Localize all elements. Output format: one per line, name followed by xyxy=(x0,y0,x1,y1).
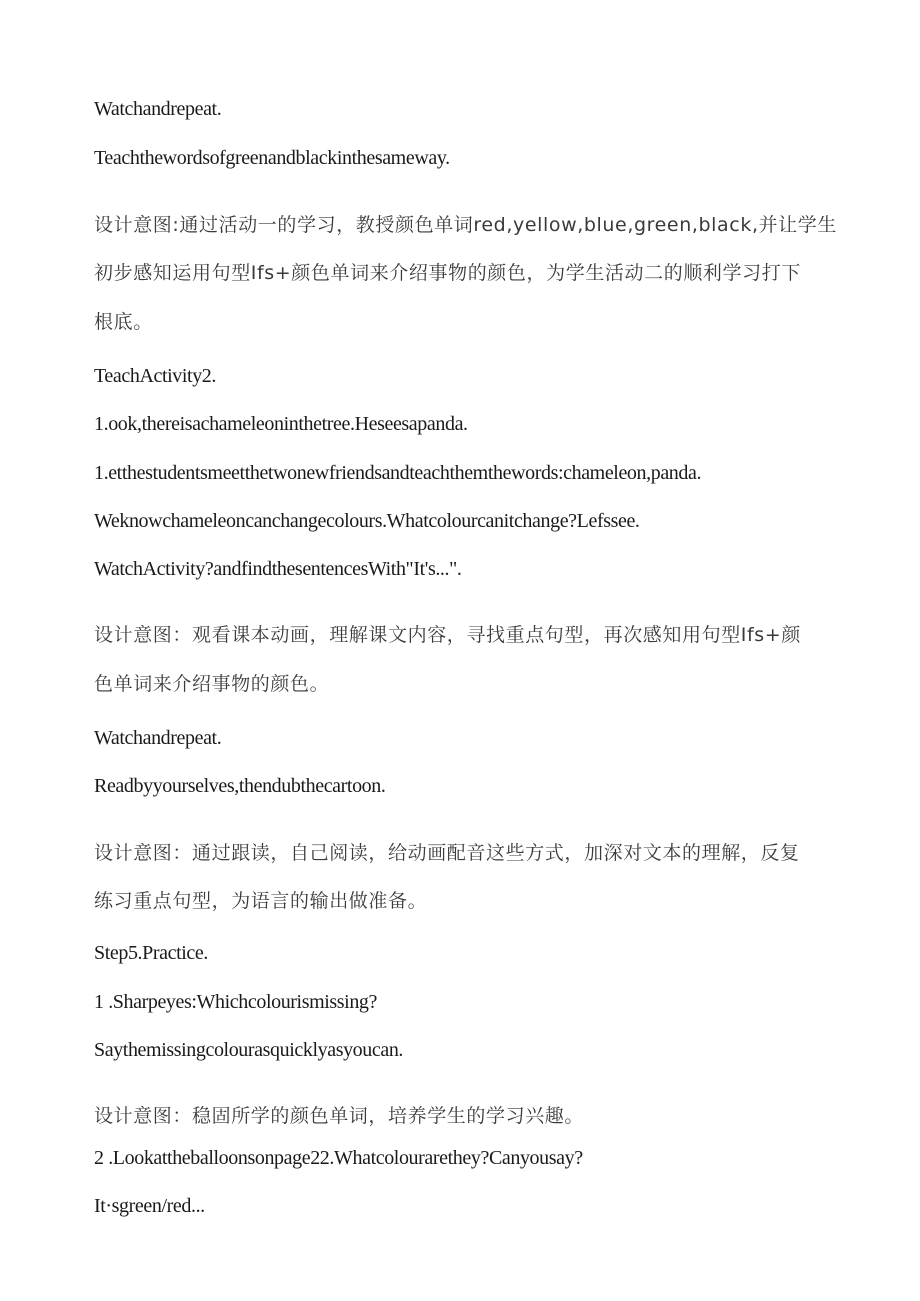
design-intent-line: 初步感知运用句型Ifs+颜色单词来介绍事物的颜色，为学生活动二的顺利学习打下 xyxy=(94,262,801,284)
text-line: Watchandrepeat. xyxy=(94,727,222,749)
text-line: Step5.Practice. xyxy=(94,942,208,964)
design-intent-line: 设计意图：通过跟读，自己阅读，给动画配音这些方式，加深对文本的理解，反复 xyxy=(94,842,800,864)
text-line: 2 .Lookattheballoonsonpage22.Whatcolourarethey?Canyousay? xyxy=(94,1147,583,1169)
text-line: 1 .Sharpeyes:Whichcolourismissing? xyxy=(94,991,378,1013)
text-line: Teachthewordsofgreenandblackinthesameway. xyxy=(94,147,450,169)
design-intent-line: 设计意图:通过活动一的学习，教授颜色单词red,yellow,blue,green,black,并让学生 xyxy=(94,214,837,236)
text-line: Weknowchameleoncanchangecolours.Whatcolourcanitchange?Lefssee. xyxy=(94,510,640,532)
design-intent-line: 设计意图：稳固所学的颜色单词，培养学生的学习兴趣。 xyxy=(94,1105,585,1127)
text-line: 1.etthestudentsmeetthetwonewfriendsandteachthemthewords:chameleon,panda. xyxy=(94,462,702,484)
text-line: 1.ook,thereisachameleoninthetree.Heseesapanda. xyxy=(94,413,468,435)
design-intent-line: 根底。 xyxy=(94,311,153,333)
text-line: Saythemissingcolourasquicklyasyoucan. xyxy=(94,1039,404,1061)
text-line: WatchActivity?andfindthesentencesWith"It's...". xyxy=(94,558,462,580)
text-line: Watchandrepeat. xyxy=(94,98,222,120)
design-intent-line: 练习重点句型，为语言的输出做准备。 xyxy=(94,890,428,912)
text-line: Readbyyourselves,thendubthecartoon. xyxy=(94,775,386,797)
text-line: TeachActivity2. xyxy=(94,365,216,387)
design-intent-line: 设计意图：观看课本动画，理解课文内容，寻找重点句型，再次感知用句型Ifs+颜 xyxy=(94,624,801,646)
text-line: It·sgreen/red... xyxy=(94,1195,205,1217)
design-intent-line: 色单词来介绍事物的颜色。 xyxy=(94,673,330,695)
